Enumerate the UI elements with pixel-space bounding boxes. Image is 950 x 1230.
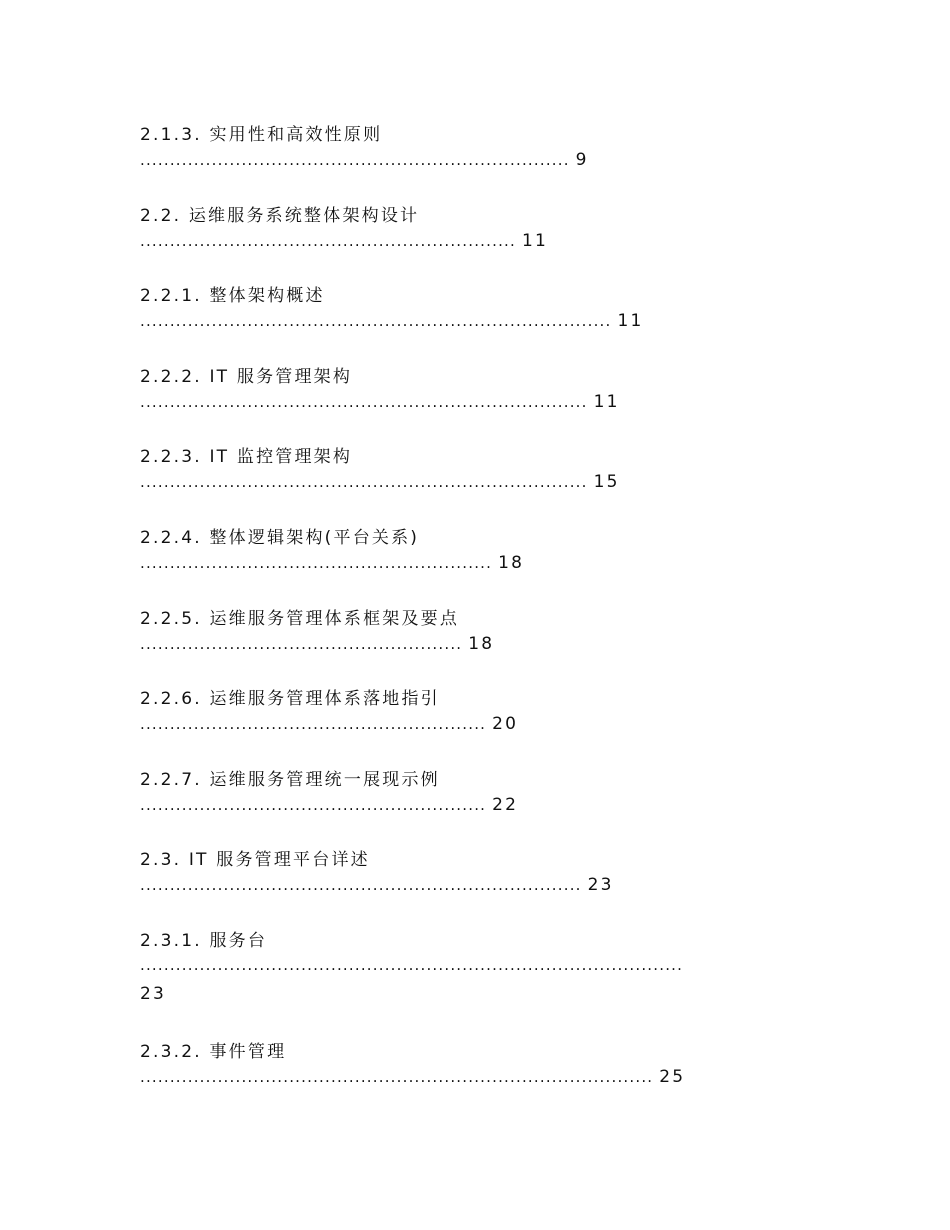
toc-entry-leader-line	[140, 553, 524, 573]
dot-leader: ...............................................................................	[140, 312, 612, 331]
table-of-contents	[140, 112, 840, 1110]
toc-entry-2-3-2[interactable]	[140, 1029, 840, 1110]
toc-entry-title[interactable]: 2.2.6. 运维服务管理体系落地指引	[140, 689, 440, 710]
toc-entry-title[interactable]: 2.2.3. IT 监控管理架构	[140, 447, 353, 468]
toc-entry-leader-line	[140, 472, 620, 492]
toc-page-number[interactable]: 9	[575, 150, 589, 170]
dot-leader: ..........................................................	[140, 715, 487, 734]
toc-entry-leader-line	[140, 875, 614, 895]
toc-entry-2-2[interactable]	[140, 193, 840, 274]
toc-entry-leader-line	[140, 150, 589, 170]
toc-entry-title[interactable]: 2.1.3. 实用性和高效性原则	[140, 125, 383, 145]
toc-entry-title[interactable]: 2.2.7. 运维服务管理统一展现示例	[140, 769, 440, 790]
toc-entry-title[interactable]: 2.2.4. 整体逻辑架构(平台关系)	[140, 527, 420, 548]
dot-leader: ..........................................................................	[140, 876, 582, 895]
toc-entry-2-3-1[interactable]	[140, 918, 840, 1029]
toc-entry-leader-line	[140, 956, 683, 974]
toc-entry-leader-line	[140, 634, 494, 654]
toc-page-number[interactable]: 11	[521, 230, 549, 251]
dot-leader: ........................................................................	[140, 151, 570, 169]
toc-entry-2-2-1[interactable]	[140, 273, 840, 354]
dot-leader: ..........................................................	[140, 795, 487, 814]
toc-entry-leader-line	[140, 311, 644, 331]
toc-entry-leader-line	[140, 231, 548, 251]
toc-page-number[interactable]: 22	[492, 794, 519, 815]
toc-page-number[interactable]: 18	[498, 552, 525, 573]
toc-entry-2-3[interactable]	[140, 837, 840, 918]
dot-leader: ...........................................................................................	[140, 955, 684, 974]
dot-leader: ......................................................................................	[140, 1067, 654, 1086]
toc-entry-title[interactable]: 2.3.1. 服务台	[140, 930, 268, 951]
dot-leader: ......................................................	[140, 634, 463, 653]
toc-page-number[interactable]: 20	[492, 714, 519, 735]
dot-leader: ...........................................................................	[140, 473, 588, 492]
toc-entry-2-2-4[interactable]	[140, 515, 840, 596]
toc-entry-2-2-2[interactable]	[140, 354, 840, 435]
toc-page-number[interactable]: 15	[593, 472, 620, 493]
toc-entry-title[interactable]: 2.3. IT 服务管理平台详述	[140, 850, 370, 871]
toc-entry-2-2-6[interactable]	[140, 676, 840, 757]
toc-page-number[interactable]: 11	[593, 391, 620, 412]
toc-entry-leader-line	[140, 795, 518, 815]
toc-entry-leader-line	[140, 392, 620, 412]
toc-entry-title[interactable]: 2.2.1. 整体架构概述	[140, 286, 325, 307]
toc-page-number[interactable]: 23	[140, 983, 167, 1004]
toc-entry-title[interactable]: 2.2.5. 运维服务管理体系框架及要点	[140, 608, 460, 629]
toc-page-number[interactable]: 23	[587, 875, 614, 896]
toc-entry-title[interactable]: 2.2.2. IT 服务管理架构	[140, 366, 353, 387]
toc-entry-title[interactable]: 2.3.2. 事件管理	[140, 1041, 287, 1062]
toc-entry-2-2-7[interactable]	[140, 757, 840, 838]
toc-entry-2-1-3[interactable]	[140, 112, 840, 193]
toc-page-number[interactable]: 18	[468, 633, 495, 654]
toc-entry-title[interactable]: 2.2. 运维服务系统整体架构设计	[140, 205, 420, 226]
toc-entry-2-2-3[interactable]	[140, 434, 840, 515]
toc-entry-leader-line	[140, 714, 518, 734]
dot-leader: ...........................................................................	[140, 392, 588, 411]
toc-entry-2-2-5[interactable]	[140, 596, 840, 677]
toc-page-number[interactable]: 25	[659, 1066, 686, 1087]
dot-leader: ...........................................................	[140, 553, 493, 572]
toc-page-number[interactable]: 11	[617, 311, 644, 332]
dot-leader: ...............................................................	[140, 231, 516, 250]
toc-entry-leader-line	[140, 1067, 685, 1087]
